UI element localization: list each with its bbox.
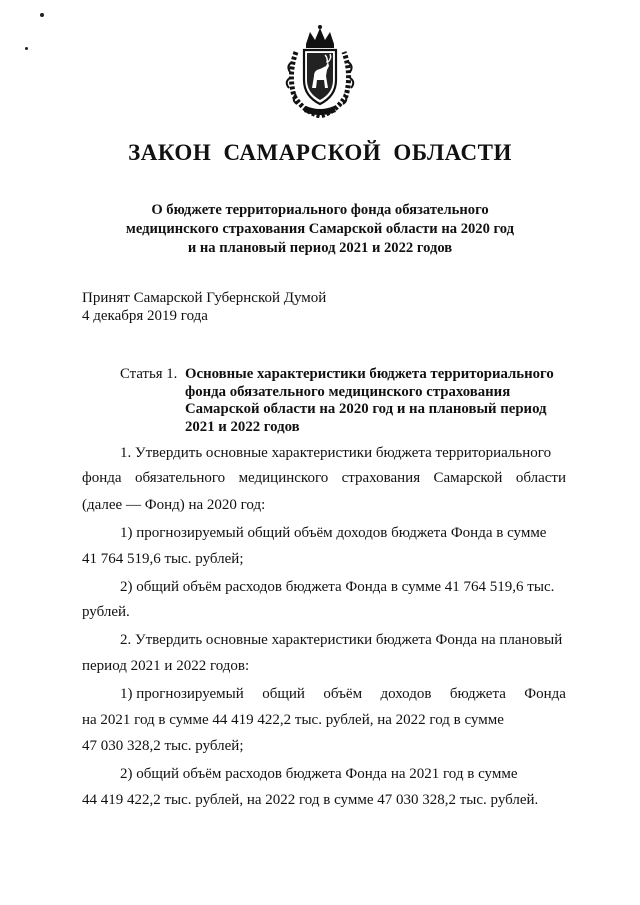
adoption-note xyxy=(82,289,326,325)
coat-of-arms-icon xyxy=(284,22,356,118)
law-title: ЗАКОН САМАРСКОЙ ОБЛАСТИ xyxy=(128,140,512,165)
body-line-justified xyxy=(82,469,566,487)
article-title-line: Самарской области на 2020 год и на плановый период xyxy=(185,401,547,417)
word: общий xyxy=(262,686,305,702)
body-line: 2. Утвердить основные характеристики бюджета Фонда на плановый xyxy=(120,632,563,648)
article-title-line: фонда обязательного медицинского страхования xyxy=(185,383,511,400)
word: доходов xyxy=(380,686,432,702)
body-line: 2) общий объём расходов бюджета Фонда на 2021 год в сумме xyxy=(120,766,518,782)
adoption-line: Принят Самарской Губернской Думой xyxy=(82,290,327,306)
word: бюджета xyxy=(449,686,506,702)
body-line: 47 030 328,2 тыс. рублей; xyxy=(82,738,244,754)
scan-speck xyxy=(40,13,44,17)
body-line: 1. Утвердить основные характеристики бюджета территориального xyxy=(120,445,552,461)
word: 1) прогнозируемый xyxy=(120,686,244,702)
subtitle-line: и на плановый период 2021 и 2022 годов xyxy=(187,240,453,256)
article-title-line: Основные характеристики бюджета территориального xyxy=(185,366,554,382)
law-subtitle xyxy=(60,201,580,258)
article-title-line: 2021 и 2022 годов xyxy=(185,418,300,435)
body-line: на 2021 год в сумме 44 419 422,2 тыс. рублей, на 2022 год в сумме xyxy=(82,712,504,728)
adoption-date: 4 декабря 2019 года xyxy=(82,308,208,324)
article-title xyxy=(185,366,554,436)
scan-speck xyxy=(25,47,28,50)
subtitle-line: О бюджете территориального фонда обязательного xyxy=(151,202,489,218)
body-line: 44 419 422,2 тыс. рублей, на 2022 год в сумме 47 030 328,2 тыс. рублей. xyxy=(82,792,539,808)
word: области xyxy=(515,470,566,486)
body-line: (далее — Фонд) на 2020 год: xyxy=(82,497,266,513)
body-line: рублей. xyxy=(82,604,130,620)
article-number: Статья 1. xyxy=(120,366,178,382)
body-line-justified xyxy=(120,685,566,703)
subtitle-line: медицинского страхования Самарской области на 2020 год xyxy=(125,221,515,237)
body-line: 2) общий объём расходов бюджета Фонда в сумме 41 764 519,6 тыс. xyxy=(120,579,555,595)
body-line: 41 764 519,6 тыс. рублей; xyxy=(82,551,244,567)
word: фонда xyxy=(82,470,122,486)
word: медицинского xyxy=(238,470,329,486)
word: объём xyxy=(323,686,363,702)
word: Фонда xyxy=(524,686,566,702)
body-line: период 2021 и 2022 годов: xyxy=(82,658,250,674)
word: страхования xyxy=(341,470,421,486)
body-line: 1) прогнозируемый общий объём доходов бюджета Фонда в сумме xyxy=(120,525,547,541)
word: Самарской xyxy=(433,470,503,486)
word: обязательного xyxy=(134,470,226,486)
